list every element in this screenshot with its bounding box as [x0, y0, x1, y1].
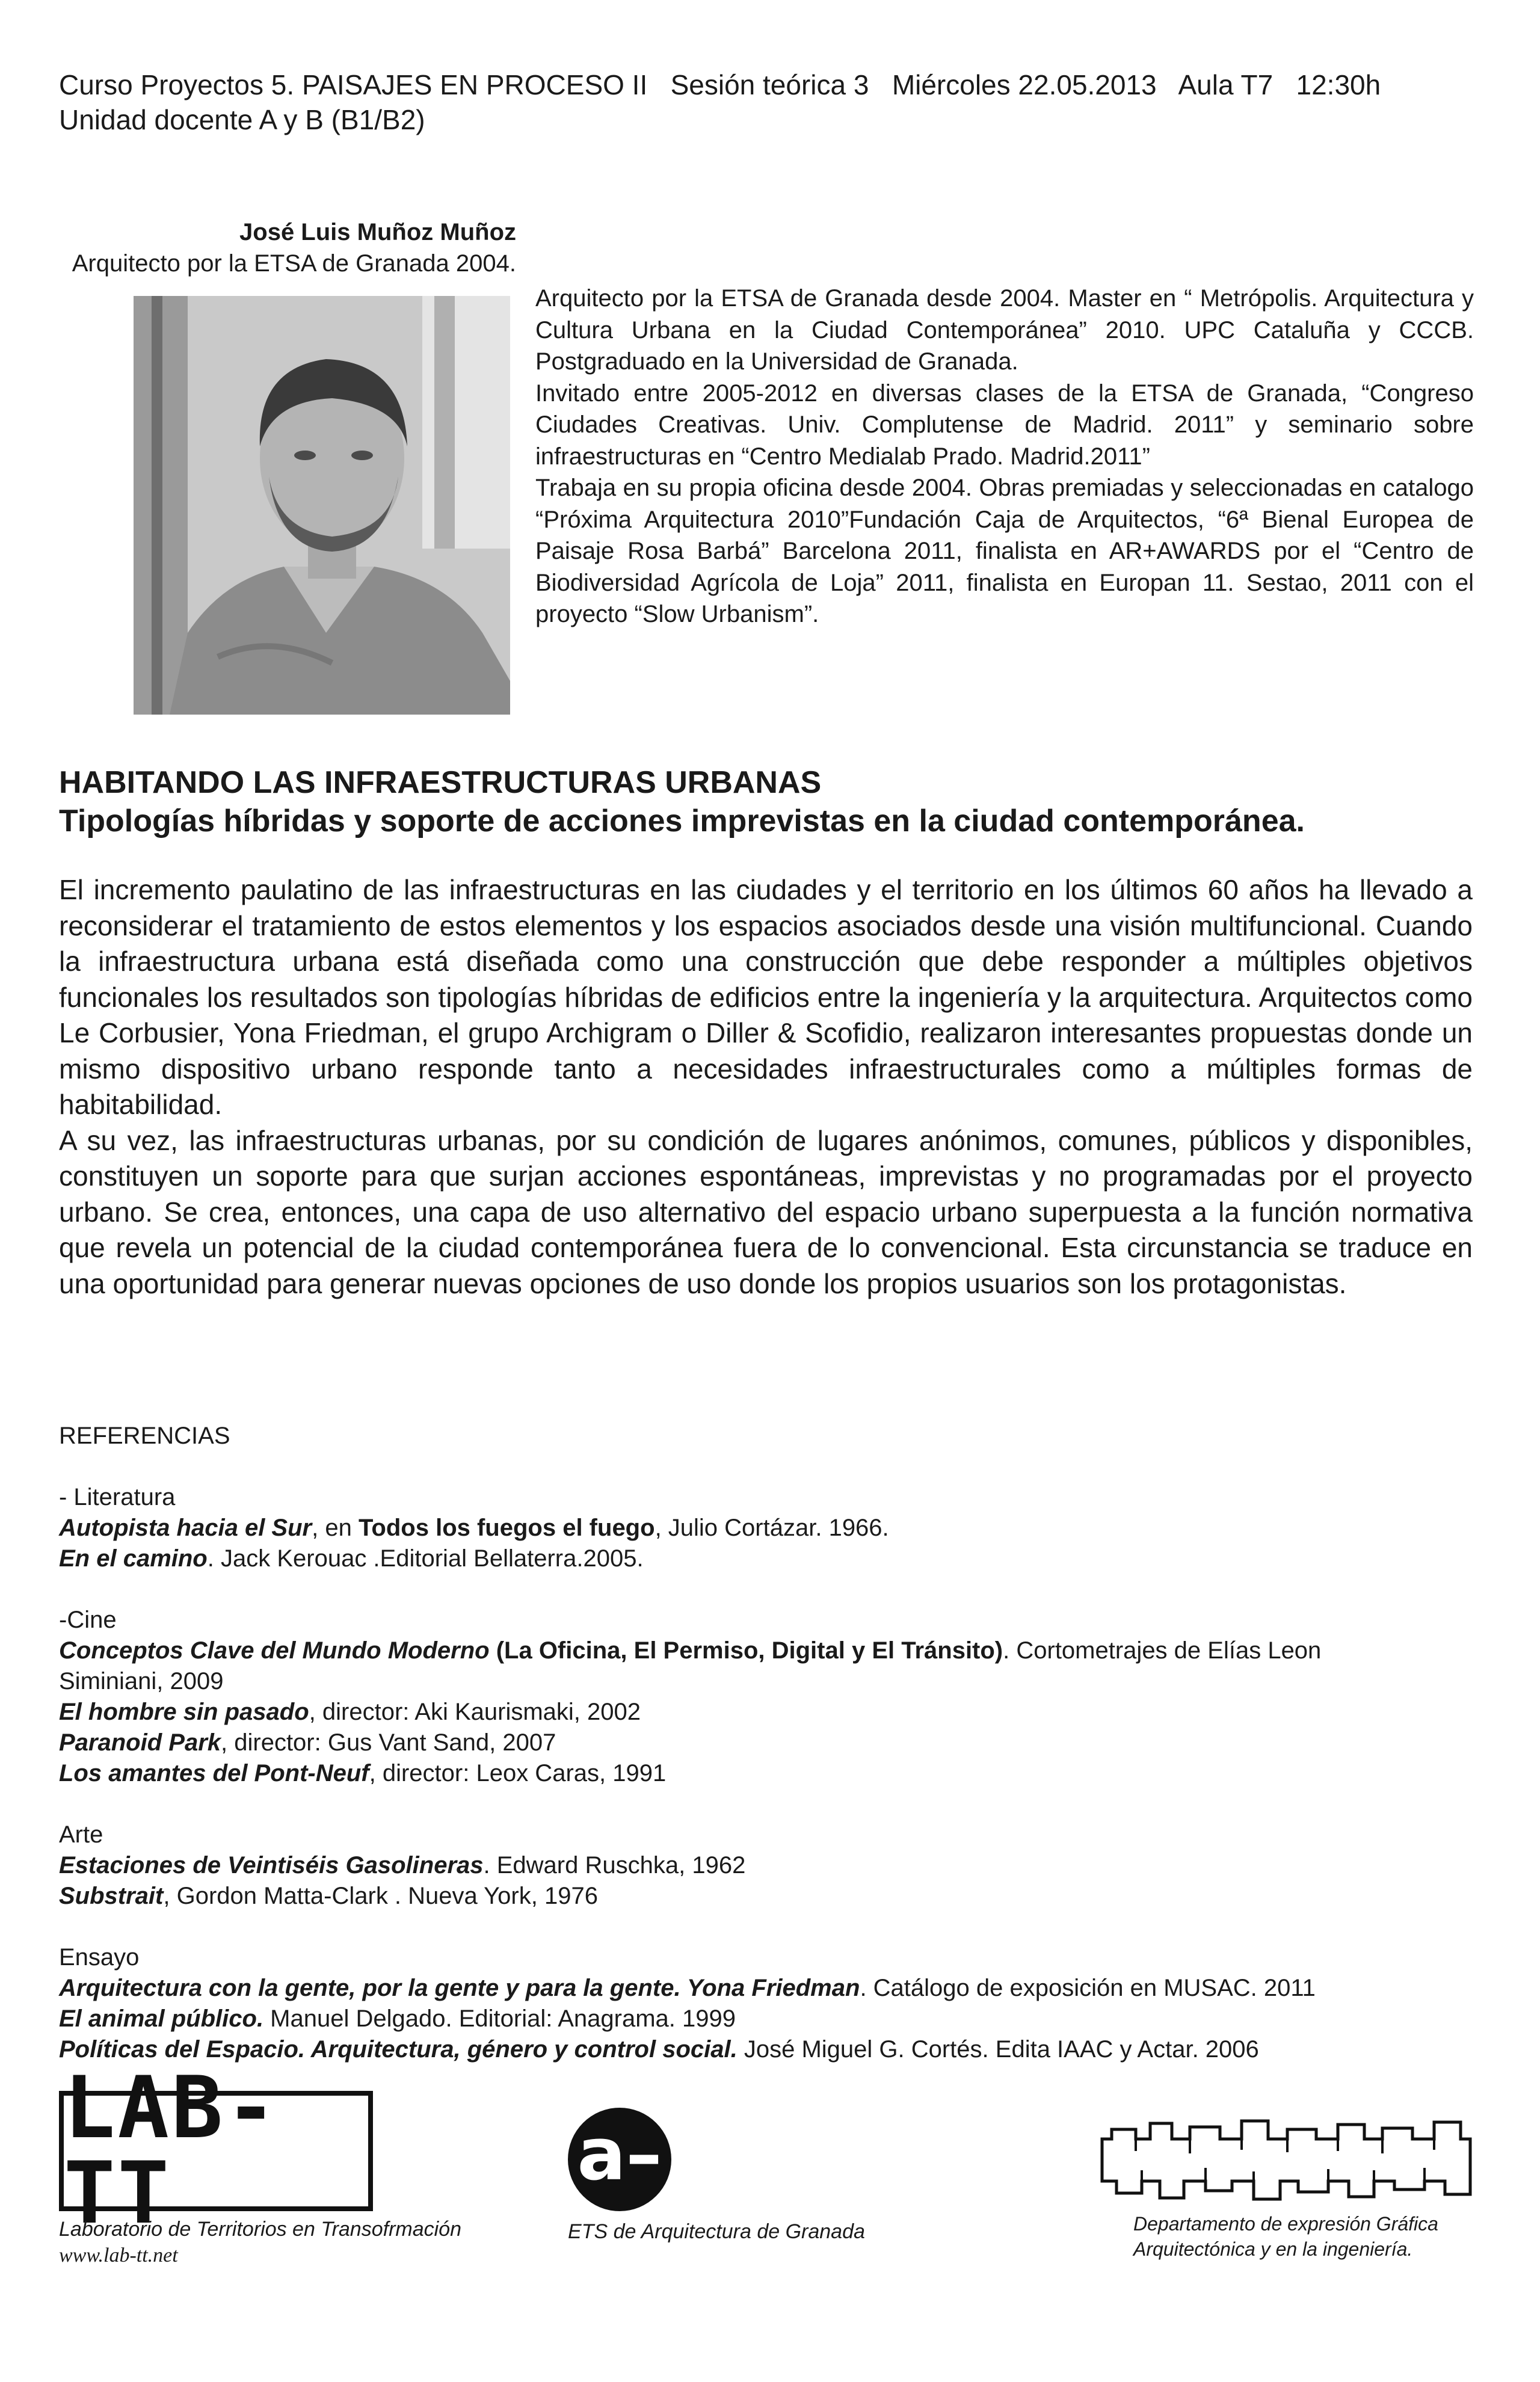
ets-logo	[568, 2108, 671, 2211]
department-caption	[1133, 2211, 1506, 2262]
session-room: Aula T7	[1178, 69, 1274, 100]
ref-item: Políticas del Espacio. Arquitectura, género y control social. José Miguel G. Cortés. Edita IAAC y Actar. 2006	[59, 2036, 1259, 2063]
ref-item: En el camino. Jack Kerouac .Editorial Bellaterra.2005.	[59, 1545, 644, 1572]
author-photo	[134, 296, 510, 715]
ref-item-continued: Siminiani, 2009	[59, 1668, 224, 1694]
ref-item: El animal público. Manuel Delgado. Editorial: Anagrama. 1999	[59, 2005, 736, 2032]
references-heading: REFERENCIAS	[59, 1423, 230, 1449]
ref-category-literatura: - Literatura	[59, 1484, 176, 1510]
course-header-line1	[59, 67, 1503, 102]
bio-paragraph: Trabaja en su propia oficina desde 2004. Obras premiadas y seleccionadas en catalogo “Próxima Arquitectura 2010”Fundación Caja de Arquitectos, “6ª Bienal Europea de Paisaje Rosa Barbá” Barcelona 2011, finalista en AR+AWARDS por el “Centro de Biodiversidad Agrícola de Loja” 2011, finalista en Europan 11. Sestao, 2011 con el proyecto “Slow Urbanism”.	[535, 475, 1474, 627]
bio-paragraph: Arquitecto por la ETSA de Granada desde 2004. Master en “ Metrópolis. Arquitectura y Cultura Urbana en la Ciudad Contemporánea” 2010. UPC Cataluña y CCCB. Postgraduado en la Universidad de Granada.	[535, 285, 1474, 375]
lab-caption: Laboratorio de Territorios en Transofrmación	[59, 2218, 461, 2241]
ref-category-arte: Arte	[59, 1821, 103, 1848]
abstract-paragraph: El incremento paulatino de las infraestructuras en las ciudades y el territorio en los últimos 60 años ha llevado a reconsiderar el tratamiento de estos elementos y los espacios asociados desde una visión multifuncional. Cuando la infraestructura urbana está diseñada como una construcción que debe responder a múltiples objetivos funcionales los resultados son tipologías híbridas de edificios entre la ingeniería y la arquitectura. Arquitectos como Le Corbusier, Yona Friedman, el grupo Archigram o Diller & Scofidio, realizaron interesantes propuestas donde un mismo dispositivo urbano responde tanto a necesidades infraestructurales como a múltiples formas de habitabilidad.	[59, 874, 1473, 1120]
lecture-abstract	[59, 872, 1473, 1302]
ref-item: Autopista hacia el Sur, en Todos los fuegos el fuego, Julio Cortázar. 1966.	[59, 1515, 889, 1541]
ref-item: Estaciones de Veintiséis Gasolineras. Edward Ruschka, 1962	[59, 1852, 746, 1879]
references-section	[59, 1421, 1491, 2065]
course-name: Curso Proyectos 5. PAISAJES EN PROCESO II	[59, 69, 648, 100]
lecture-title: HABITANDO LAS INFRAESTRUCTURAS URBANAS	[59, 765, 822, 800]
ref-item: Conceptos Clave del Mundo Moderno (La Oficina, El Permiso, Digital y El Tránsito). Cortometrajes de Elías Leon	[59, 1637, 1322, 1664]
ref-item: Los amantes del Pont-Neuf, director: Leox Caras, 1991	[59, 1760, 667, 1787]
abstract-paragraph: A su vez, las infraestructuras urbanas, por su condición de lugares anónimos, comunes, públicos y disponibles, constituyen un soporte para que surjan acciones espontáneas, imprevistas y no programadas por el proyecto urbano. Se crea, entonces, una capa de uso alternativo del espacio urbano superpuesta a la función normativa que revela un potencial de la ciudad contemporánea fuera de lo convencional. Esta circunstancia se traduce en una oportunidad para generar nuevas opciones de uso donde los propios usuarios son los protagonistas.	[59, 1124, 1473, 1299]
lab-tt-logo-text: LAB-TT	[64, 2058, 279, 2243]
ref-item: Arquitectura con la gente, por la gente y para la gente. Yona Friedman. Catálogo de exposición en MUSAC. 2011	[59, 1975, 1316, 2001]
lab-url: www.lab-tt.net	[59, 2244, 178, 2267]
department-caption-line1: Departamento de expresión Gráfica	[1133, 2213, 1438, 2235]
ref-item: Substrait, Gordon Matta-Clark . Nueva York, 1976	[59, 1883, 598, 1909]
session-date: Miércoles 22.05.2013	[892, 69, 1157, 100]
ets-logo-text: a–	[577, 2113, 662, 2197]
course-header	[59, 67, 1503, 137]
teaching-unit: Unidad docente A y B (B1/B2)	[59, 104, 425, 135]
ets-caption: ETS de Arquitectura de Granada	[568, 2220, 865, 2243]
author-bio	[535, 283, 1474, 630]
session-time: 12:30h	[1296, 69, 1381, 100]
author-subtitle: Arquitecto por la ETSA de Granada 2004.	[72, 250, 516, 277]
ref-item: Paranoid Park, director: Gus Vant Sand, 2007	[59, 1729, 556, 1756]
bio-paragraph: Invitado entre 2005-2012 en diversas clases de la ETSA de Granada, “Congreso Ciudades Creativas. Univ. Complutense de Madrid. 2011” y seminario sobre infraestructuras en “Centro Medialab Prado. Madrid.2011”	[535, 380, 1474, 470]
lecture-subtitle: Tipologías híbridas y soporte de acciones imprevistas en la ciudad contemporánea.	[59, 804, 1305, 839]
ref-item: El hombre sin pasado, director: Aki Kaurismaki, 2002	[59, 1699, 641, 1725]
ref-category-ensayo: Ensayo	[59, 1944, 140, 1971]
department-caption-line2: Arquitectónica y en la ingeniería.	[1133, 2238, 1413, 2260]
author-name: José Luis Muñoz Muñoz	[239, 219, 516, 245]
department-logo	[1100, 2115, 1473, 2205]
session-label: Sesión teórica 3	[670, 69, 869, 100]
ref-category-cine: -Cine	[59, 1607, 117, 1633]
